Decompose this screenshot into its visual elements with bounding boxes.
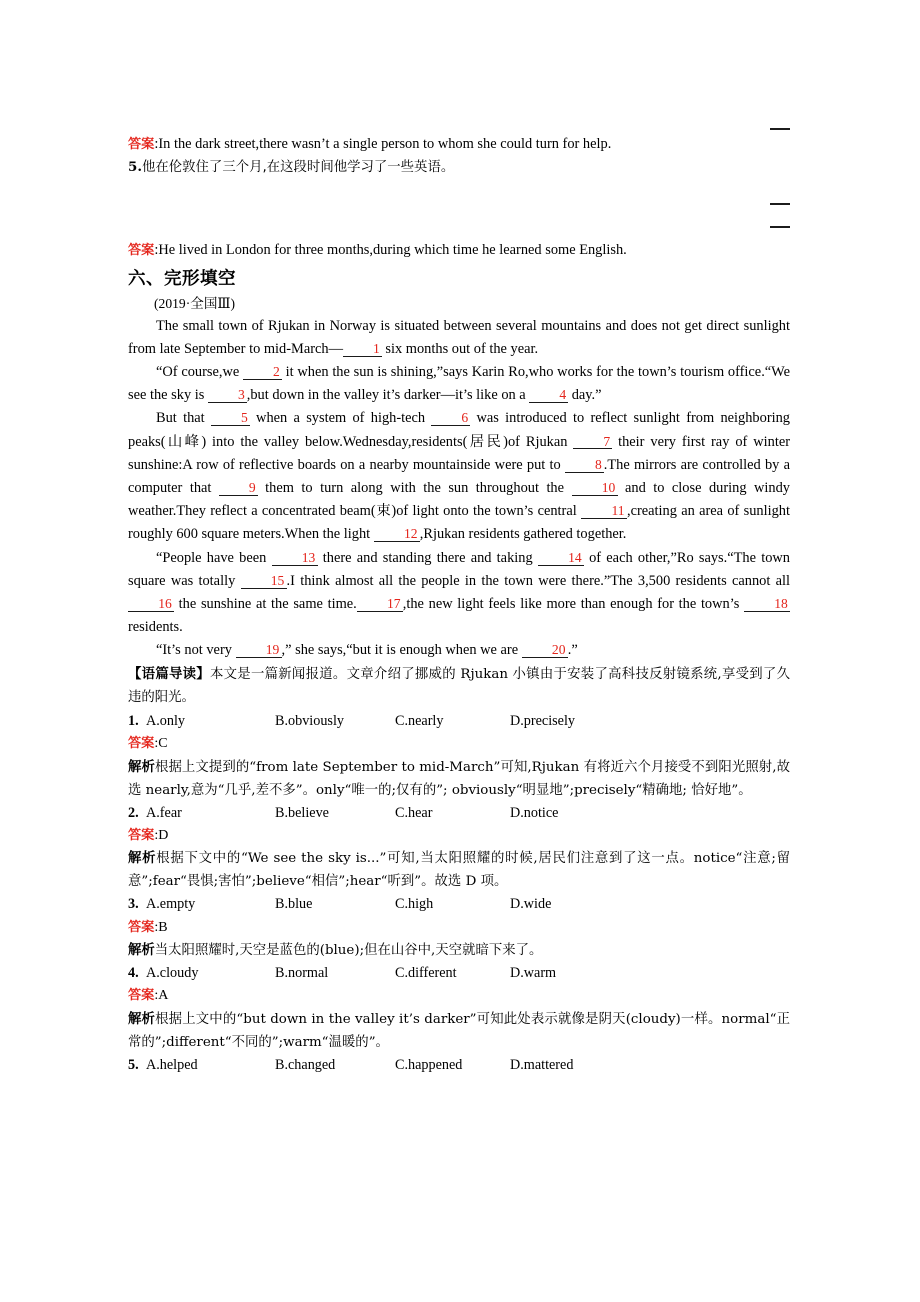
cloze-blank-18[interactable]: 18 (744, 597, 790, 612)
cloze-blank-5[interactable]: 5 (211, 411, 250, 426)
passage-paragraph (128, 547, 790, 640)
question-options-row (128, 1054, 790, 1077)
cloze-blank-19[interactable]: 19 (236, 643, 282, 658)
cloze-blank-1[interactable]: 1 (343, 342, 382, 357)
cloze-blank-3[interactable]: 3 (208, 388, 247, 403)
cloze-blank-13[interactable]: 13 (272, 551, 318, 566)
passage-text: But that (156, 410, 211, 427)
translation-item4-answer-line (128, 133, 790, 156)
option-a[interactable]: A.fear (146, 804, 182, 821)
passage-text: six months out of the year. (381, 340, 539, 357)
option-b[interactable]: B.believe (275, 804, 329, 821)
passage-paragraph (128, 407, 790, 546)
option-a[interactable]: A.empty (146, 896, 196, 913)
option-d[interactable]: D.wide (510, 896, 552, 913)
explanation-tag: 解析 (128, 851, 157, 867)
cloze-blank-8[interactable]: 8 (565, 458, 604, 473)
explanation-text: 当太阳照耀时,天空是蓝色的(blue);但在山谷中,天空就暗下来了。 (154, 943, 543, 959)
reading-guide (128, 663, 790, 710)
section-heading: 六、完形填空 (128, 268, 236, 289)
option-a[interactable]: A.helped (146, 1056, 198, 1073)
question-number: 5. (128, 1056, 139, 1073)
passage-text: ,creating an area of sunlight roughly 600 square meters.When the light (128, 503, 790, 543)
explanation-text: 根据上文中的“but down in the valley it’s darker”可知此处表示就像是阴天(cloudy)一样。normal“正常的”;different“不同的”;warm“温暖的”。 (128, 1011, 791, 1050)
question-options-row (128, 710, 790, 733)
question-options-row (128, 962, 790, 985)
translation-item5-prompt-line (128, 156, 790, 179)
option-c[interactable]: C.high (395, 896, 434, 913)
writing-space (128, 179, 790, 209)
cloze-blank-17[interactable]: 17 (357, 597, 403, 612)
question-explanation (128, 939, 790, 962)
explanation-tag: 解析 (128, 1011, 156, 1027)
answer-value: :A (154, 988, 169, 1004)
translation-item5-number: 5. (128, 159, 142, 176)
question-options-row (128, 802, 790, 825)
section-source: (2019·全国Ⅲ) (154, 295, 236, 311)
passage-text: them to turn along with the sun throughout the (257, 480, 572, 497)
answer-label: 答案 (128, 919, 155, 935)
question-answer-row (128, 733, 790, 756)
cloze-blank-20[interactable]: 20 (522, 643, 568, 658)
passage-text: it when the sun is shining,”says Karin Ro,who works for the town’s tourism office.“We see the sky is (128, 364, 790, 404)
passage-paragraph (128, 361, 790, 407)
option-c[interactable]: C.happened (395, 1056, 463, 1073)
passage-text: and to close during windy weather.They reflect a concentrated beam(束)of light onto the town’s central (128, 480, 790, 520)
question-explanation (128, 847, 790, 893)
explanation-tag: 解析 (128, 943, 155, 959)
option-b[interactable]: B.normal (275, 965, 329, 982)
passage-text: “Of course,we (156, 364, 244, 381)
passage-text: was introduced to reflect sunlight from neighboring peaks(山峰) into the valley below.Wednesday,residents(居民)of Rjukan (128, 410, 791, 450)
option-b[interactable]: B.changed (275, 1056, 336, 1073)
passage-text: of each other,”Ro says.“The town square was totally (128, 549, 790, 589)
question-answer-row (128, 825, 790, 848)
cloze-blank-15[interactable]: 15 (241, 574, 287, 589)
question-options-row (128, 893, 790, 916)
answer-value: :C (154, 736, 168, 752)
option-a[interactable]: A.cloudy (146, 965, 199, 982)
answer-value: :D (154, 827, 169, 843)
cloze-blank-14[interactable]: 14 (538, 551, 584, 566)
passage-text: ,Rjukan residents gathered together. (419, 526, 627, 543)
cloze-passage (128, 315, 790, 663)
passage-text: ,” she says,“but it is enough when we are (281, 642, 522, 659)
question-answer-row (128, 917, 790, 940)
passage-text: ,the new light feels like more than enough for the town’s (402, 596, 745, 613)
passage-text: residents. (128, 619, 183, 636)
passage-text: .I think almost all the people in the town were there.”The 3,500 residents cannot all (286, 572, 790, 589)
cloze-blank-7[interactable]: 7 (573, 435, 612, 450)
reading-guide-tag: 【语篇导读】 (128, 666, 210, 682)
passage-text: their very first ray of winter sunshine:A row of reflective boards on a nearby mountainside were put to (128, 433, 790, 473)
cloze-blank-10[interactable]: 10 (572, 481, 618, 496)
option-d[interactable]: D.warm (510, 965, 557, 982)
passage-text: when a system of high-tech (249, 410, 432, 427)
cloze-blank-4[interactable]: 4 (529, 388, 568, 403)
translation-item5-prompt-text: 他在伦敦住了三个月,在这段时间他学习了一些英语。 (141, 160, 455, 176)
passage-text: day.” (568, 387, 602, 404)
document-content (128, 133, 790, 1077)
passage-paragraph (128, 315, 790, 361)
answer-label: 答案 (128, 243, 155, 259)
option-d[interactable]: D.precisely (510, 712, 576, 729)
translation-item4-answer-text: :In the dark street,there wasn’t a single person to whom she could turn for help. (154, 136, 612, 152)
answer-label: 答案 (128, 736, 155, 752)
cloze-blank-9[interactable]: 9 (219, 481, 258, 496)
option-c[interactable]: C.hear (395, 804, 433, 821)
passage-text: .” (567, 642, 578, 659)
cloze-blank-2[interactable]: 2 (243, 365, 282, 380)
option-d[interactable]: D.mattered (510, 1056, 574, 1073)
question-explanation (128, 1008, 790, 1054)
answer-label: 答案 (128, 988, 155, 1004)
cloze-blank-11[interactable]: 11 (581, 504, 627, 519)
option-a[interactable]: A.only (146, 712, 186, 729)
answer-label: 答案 (128, 137, 155, 152)
passage-text: ,but down in the valley it’s darker—it’s like on a (246, 387, 530, 404)
answer-label: 答案 (128, 827, 155, 843)
question-explanation (128, 756, 790, 802)
cloze-blank-12[interactable]: 12 (374, 527, 420, 542)
question-number: 1. (128, 712, 139, 729)
answer-value: :B (154, 919, 168, 935)
passage-text: there and standing there and taking (317, 549, 538, 566)
explanation-text: 根据上文提到的“from late September to mid-March”可知,Rjukan 有将近六个月接受不到阳光照射,故选 nearly,意为“几乎,差不多”。only“唯一的;仅有的”; obviously“明显地”;precisely“精确地; 恰好地”。 (128, 759, 791, 798)
explanation-text: 根据下文中的“We see the sky is...”可知,当太阳照耀的时候,居民们注意到了这一点。notice“注意;留意”;fear“畏惧;害怕”;believe“相信”;hear“听到”。故选 D 项。 (128, 851, 791, 890)
passage-paragraph (128, 639, 790, 662)
passage-text: The small town of Rjukan in Norway is situated between several mountains and does not get direct sunlight from late September to mid-March— (128, 317, 790, 357)
option-b[interactable]: B.blue (275, 896, 313, 913)
answer-rule-top (770, 128, 790, 130)
option-b[interactable]: B.obviously (275, 712, 344, 729)
translation-item5-answer-text: :He lived in London for three months,during which time he learned some English. (154, 242, 627, 259)
cloze-blank-6[interactable]: 6 (431, 411, 470, 426)
question-answer-row (128, 985, 790, 1008)
question-list (128, 710, 790, 1077)
passage-text: “People have been (156, 549, 272, 566)
question-number: 2. (128, 804, 139, 821)
reading-guide-text: 本文是一篇新闻报道。文章介绍了挪威的 Rjukan 小镇由于安装了高科技反射镜系统,享受到了久违的阳光。 (128, 666, 790, 706)
explanation-tag: 解析 (128, 759, 155, 775)
passage-text: .The mirrors are controlled by a computer that (128, 456, 791, 497)
passage-text: “It’s not very (156, 642, 236, 659)
option-d[interactable]: D.notice (510, 804, 559, 821)
cloze-blank-16[interactable]: 16 (128, 597, 174, 612)
question-number: 4. (128, 965, 139, 982)
option-c[interactable]: C.nearly (395, 712, 444, 729)
passage-text: the sunshine at the same time. (174, 596, 357, 613)
translation-item5-answer-line (128, 239, 790, 262)
question-number: 3. (128, 896, 139, 913)
option-c[interactable]: C.different (395, 965, 457, 982)
writing-space-2 (128, 209, 790, 239)
